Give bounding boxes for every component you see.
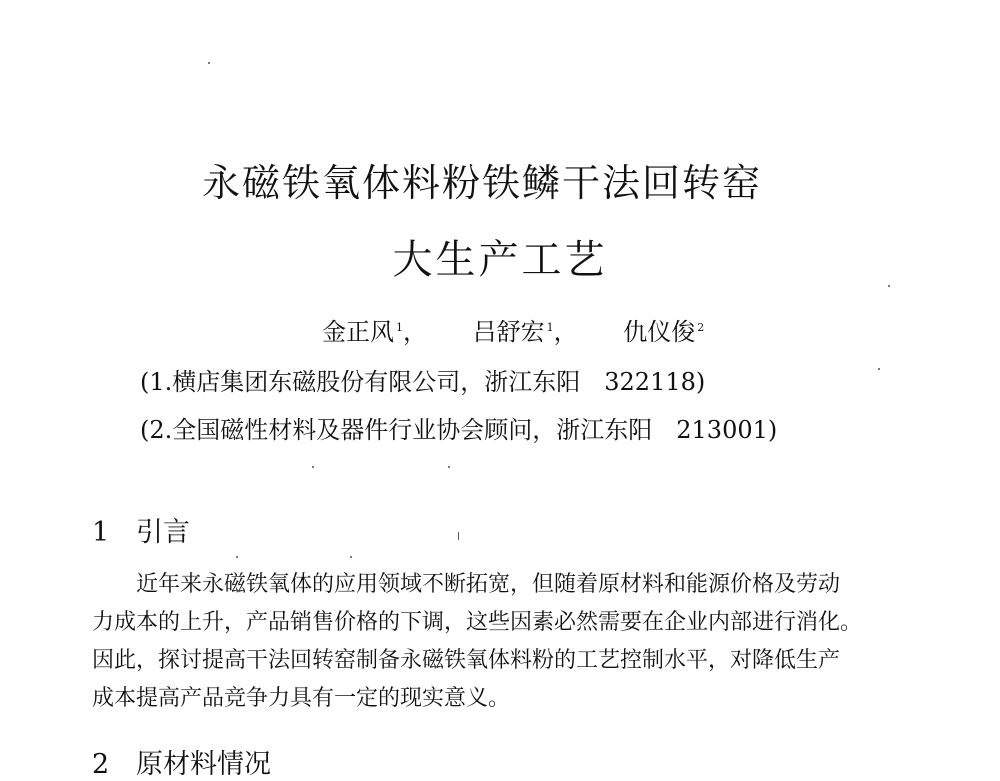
section-number: 2 bbox=[92, 749, 110, 780]
affiliation-2 bbox=[140, 410, 777, 445]
affiliation-text: (2.全国磁性材料及器件行业协会顾问，浙江东阳 bbox=[140, 416, 653, 444]
scan-speck bbox=[878, 368, 880, 370]
author-name: 吕舒宏 bbox=[472, 318, 545, 346]
scan-speck bbox=[236, 556, 238, 558]
scan-speck bbox=[312, 466, 314, 468]
author-affiliation-mark: 1 bbox=[546, 321, 554, 334]
paragraph-line: 力成本的上升，产品销售价格的下调，这些因素必然需要在企业内部进行消化。 bbox=[92, 610, 863, 635]
section-heading-raw-materials bbox=[92, 742, 271, 781]
paragraph-line: 成本提高产品竞争力具有一定的现实意义。 bbox=[92, 686, 511, 711]
scan-speck bbox=[448, 466, 450, 468]
scan-speck bbox=[350, 556, 352, 558]
author-separator: ， bbox=[403, 318, 427, 346]
section-title: 引言 bbox=[136, 517, 190, 548]
paper-title-line-1: 永磁铁氧体料粉铁鳞干法回转窑 bbox=[201, 161, 762, 205]
paragraph-line: 因此，探讨提高干法回转窑制备永磁铁氧体料粉的工艺控制水平，对降低生产 bbox=[92, 648, 841, 673]
scan-speck bbox=[208, 62, 210, 64]
author-affiliation-mark: 2 bbox=[697, 321, 705, 334]
section-heading-introduction bbox=[92, 510, 190, 549]
postal-code: 213001) bbox=[676, 416, 778, 444]
paper-title-line-2: 大生产工艺 bbox=[392, 237, 608, 283]
author-list bbox=[322, 312, 704, 347]
author-separator: ， bbox=[553, 318, 578, 346]
author-name: 仇仪俊 bbox=[623, 318, 696, 346]
section-title: 原材料情况 bbox=[136, 749, 271, 780]
paragraph-line: 近年来永磁铁氧体的应用领域不断拓宽，但随着原材料和能源价格及劳动 bbox=[136, 572, 841, 597]
scan-speck bbox=[888, 285, 890, 287]
scan-speck bbox=[458, 532, 459, 540]
section-number: 1 bbox=[92, 517, 110, 548]
affiliation-1 bbox=[140, 362, 705, 397]
author-affiliation-mark: 1 bbox=[396, 321, 403, 334]
author-name: 金正风 bbox=[322, 318, 394, 346]
postal-code: 322118) bbox=[604, 368, 706, 396]
affiliation-text: (1.横店集团东磁股份有限公司，浙江东阳 bbox=[140, 368, 581, 396]
introduction-paragraph bbox=[92, 566, 892, 718]
